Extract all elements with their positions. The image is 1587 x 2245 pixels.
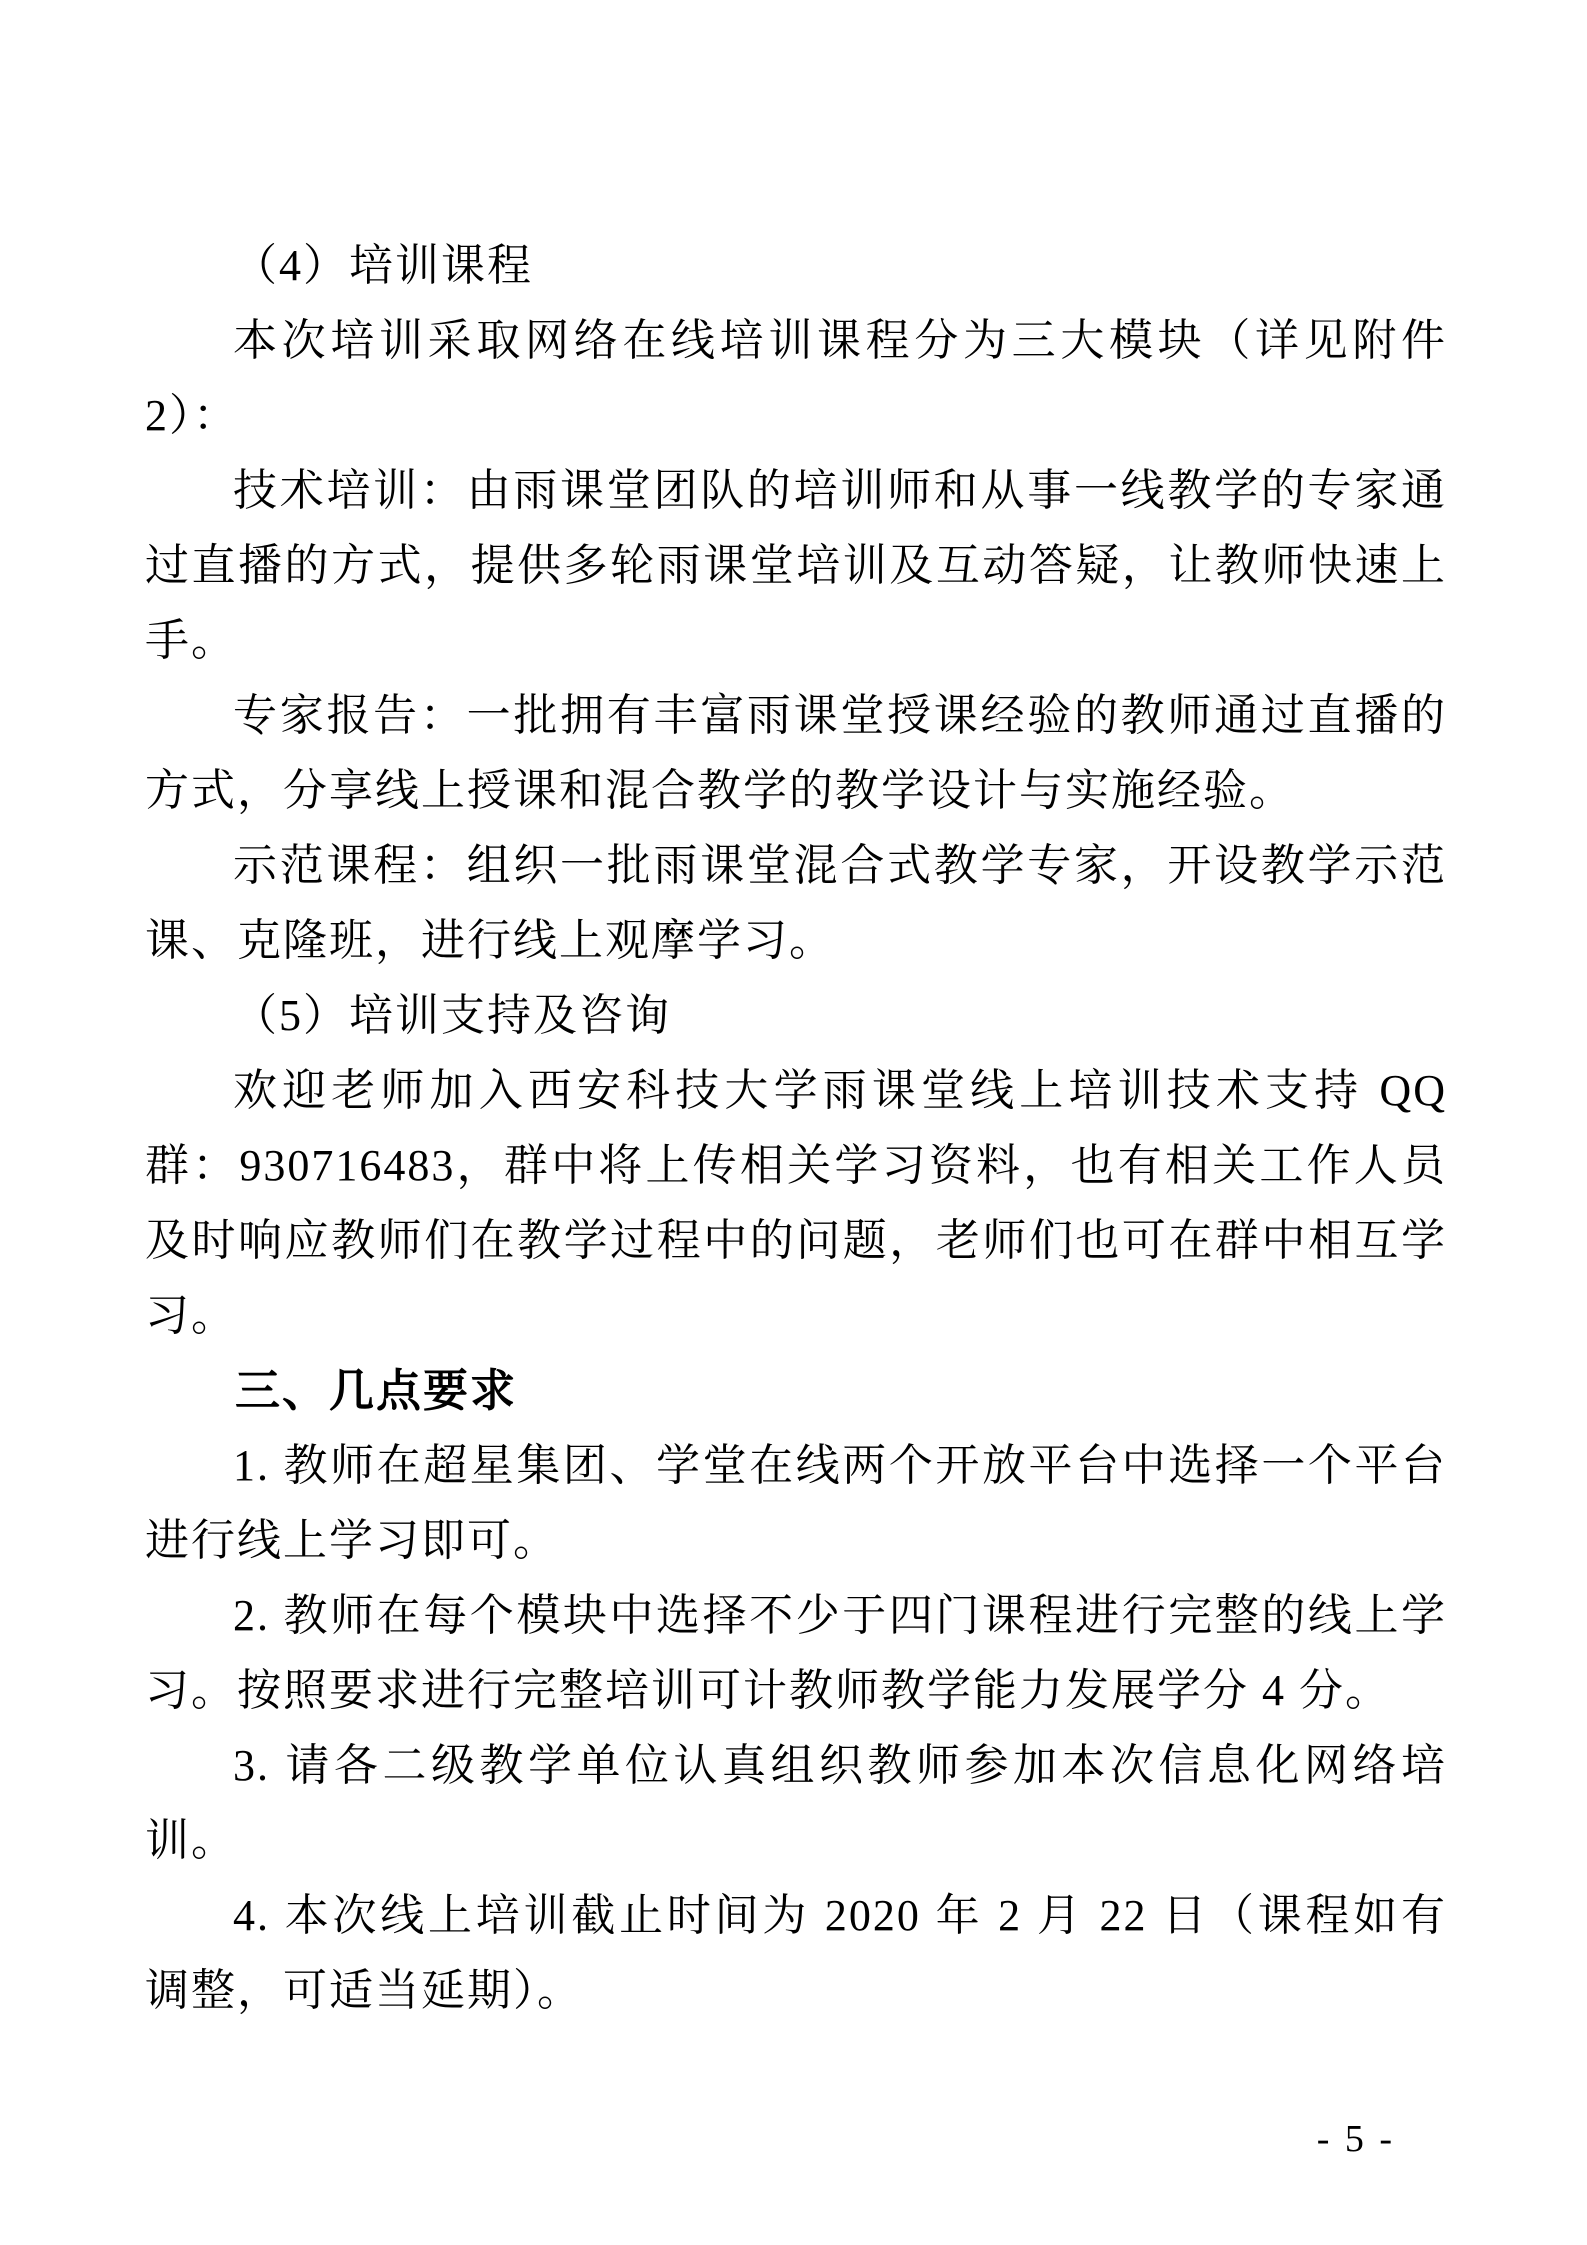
para-requirement-4: 4. 本次线上培训截止时间为 2020 年 2 月 22 日（课程如有调整，可适当延期）。 <box>145 1891 1447 2015</box>
para-requirement-2: 2. 教师在每个模块中选择不少于四门课程进行完整的线上学习。按照要求进行完整培训可计教师教学能力发展学分 4 分。 <box>145 1591 1447 1715</box>
para-requirement-3: 3. 请各二级教学单位认真组织教师参加本次信息化网络培训。 <box>145 1741 1447 1865</box>
para-support-subheading: （5）培训支持及咨询 <box>233 991 671 1040</box>
para-support-qq: 欢迎老师加入西安科技大学雨课堂线上培训技术支持 QQ 群：930716483，群中将上传相关学习资料，也有相关工作人员及时响应教师们在教学过程中的问题，老师们也可在群中相互学习。 <box>145 1066 1447 1340</box>
para-training-course-subheading: （4）培训课程 <box>233 241 533 290</box>
para-tech-training: 技术培训：由雨课堂团队的培训师和从事一线教学的专家通过直播的方式，提供多轮雨课堂培训及互动答疑，让教师快速上手。 <box>145 466 1447 665</box>
document-body <box>145 228 1447 2028</box>
para-demo-course: 示范课程：组织一批雨课堂混合式教学专家，开设教学示范课、克隆班，进行线上观摩学习。 <box>145 841 1447 965</box>
page-number: - 5 - <box>1316 2118 1395 2160</box>
heading-requirements: 三、几点要求 <box>235 1365 518 1416</box>
para-training-course-intro: 本次培训采取网络在线培训课程分为三大模块（详见附件2）： <box>145 316 1447 440</box>
para-expert-report: 专家报告：一批拥有丰富雨课堂授课经验的教师通过直播的方式，分享线上授课和混合教学的教学设计与实施经验。 <box>145 691 1447 815</box>
para-requirement-1: 1. 教师在超星集团、学堂在线两个开放平台中选择一个平台进行线上学习即可。 <box>145 1441 1447 1565</box>
